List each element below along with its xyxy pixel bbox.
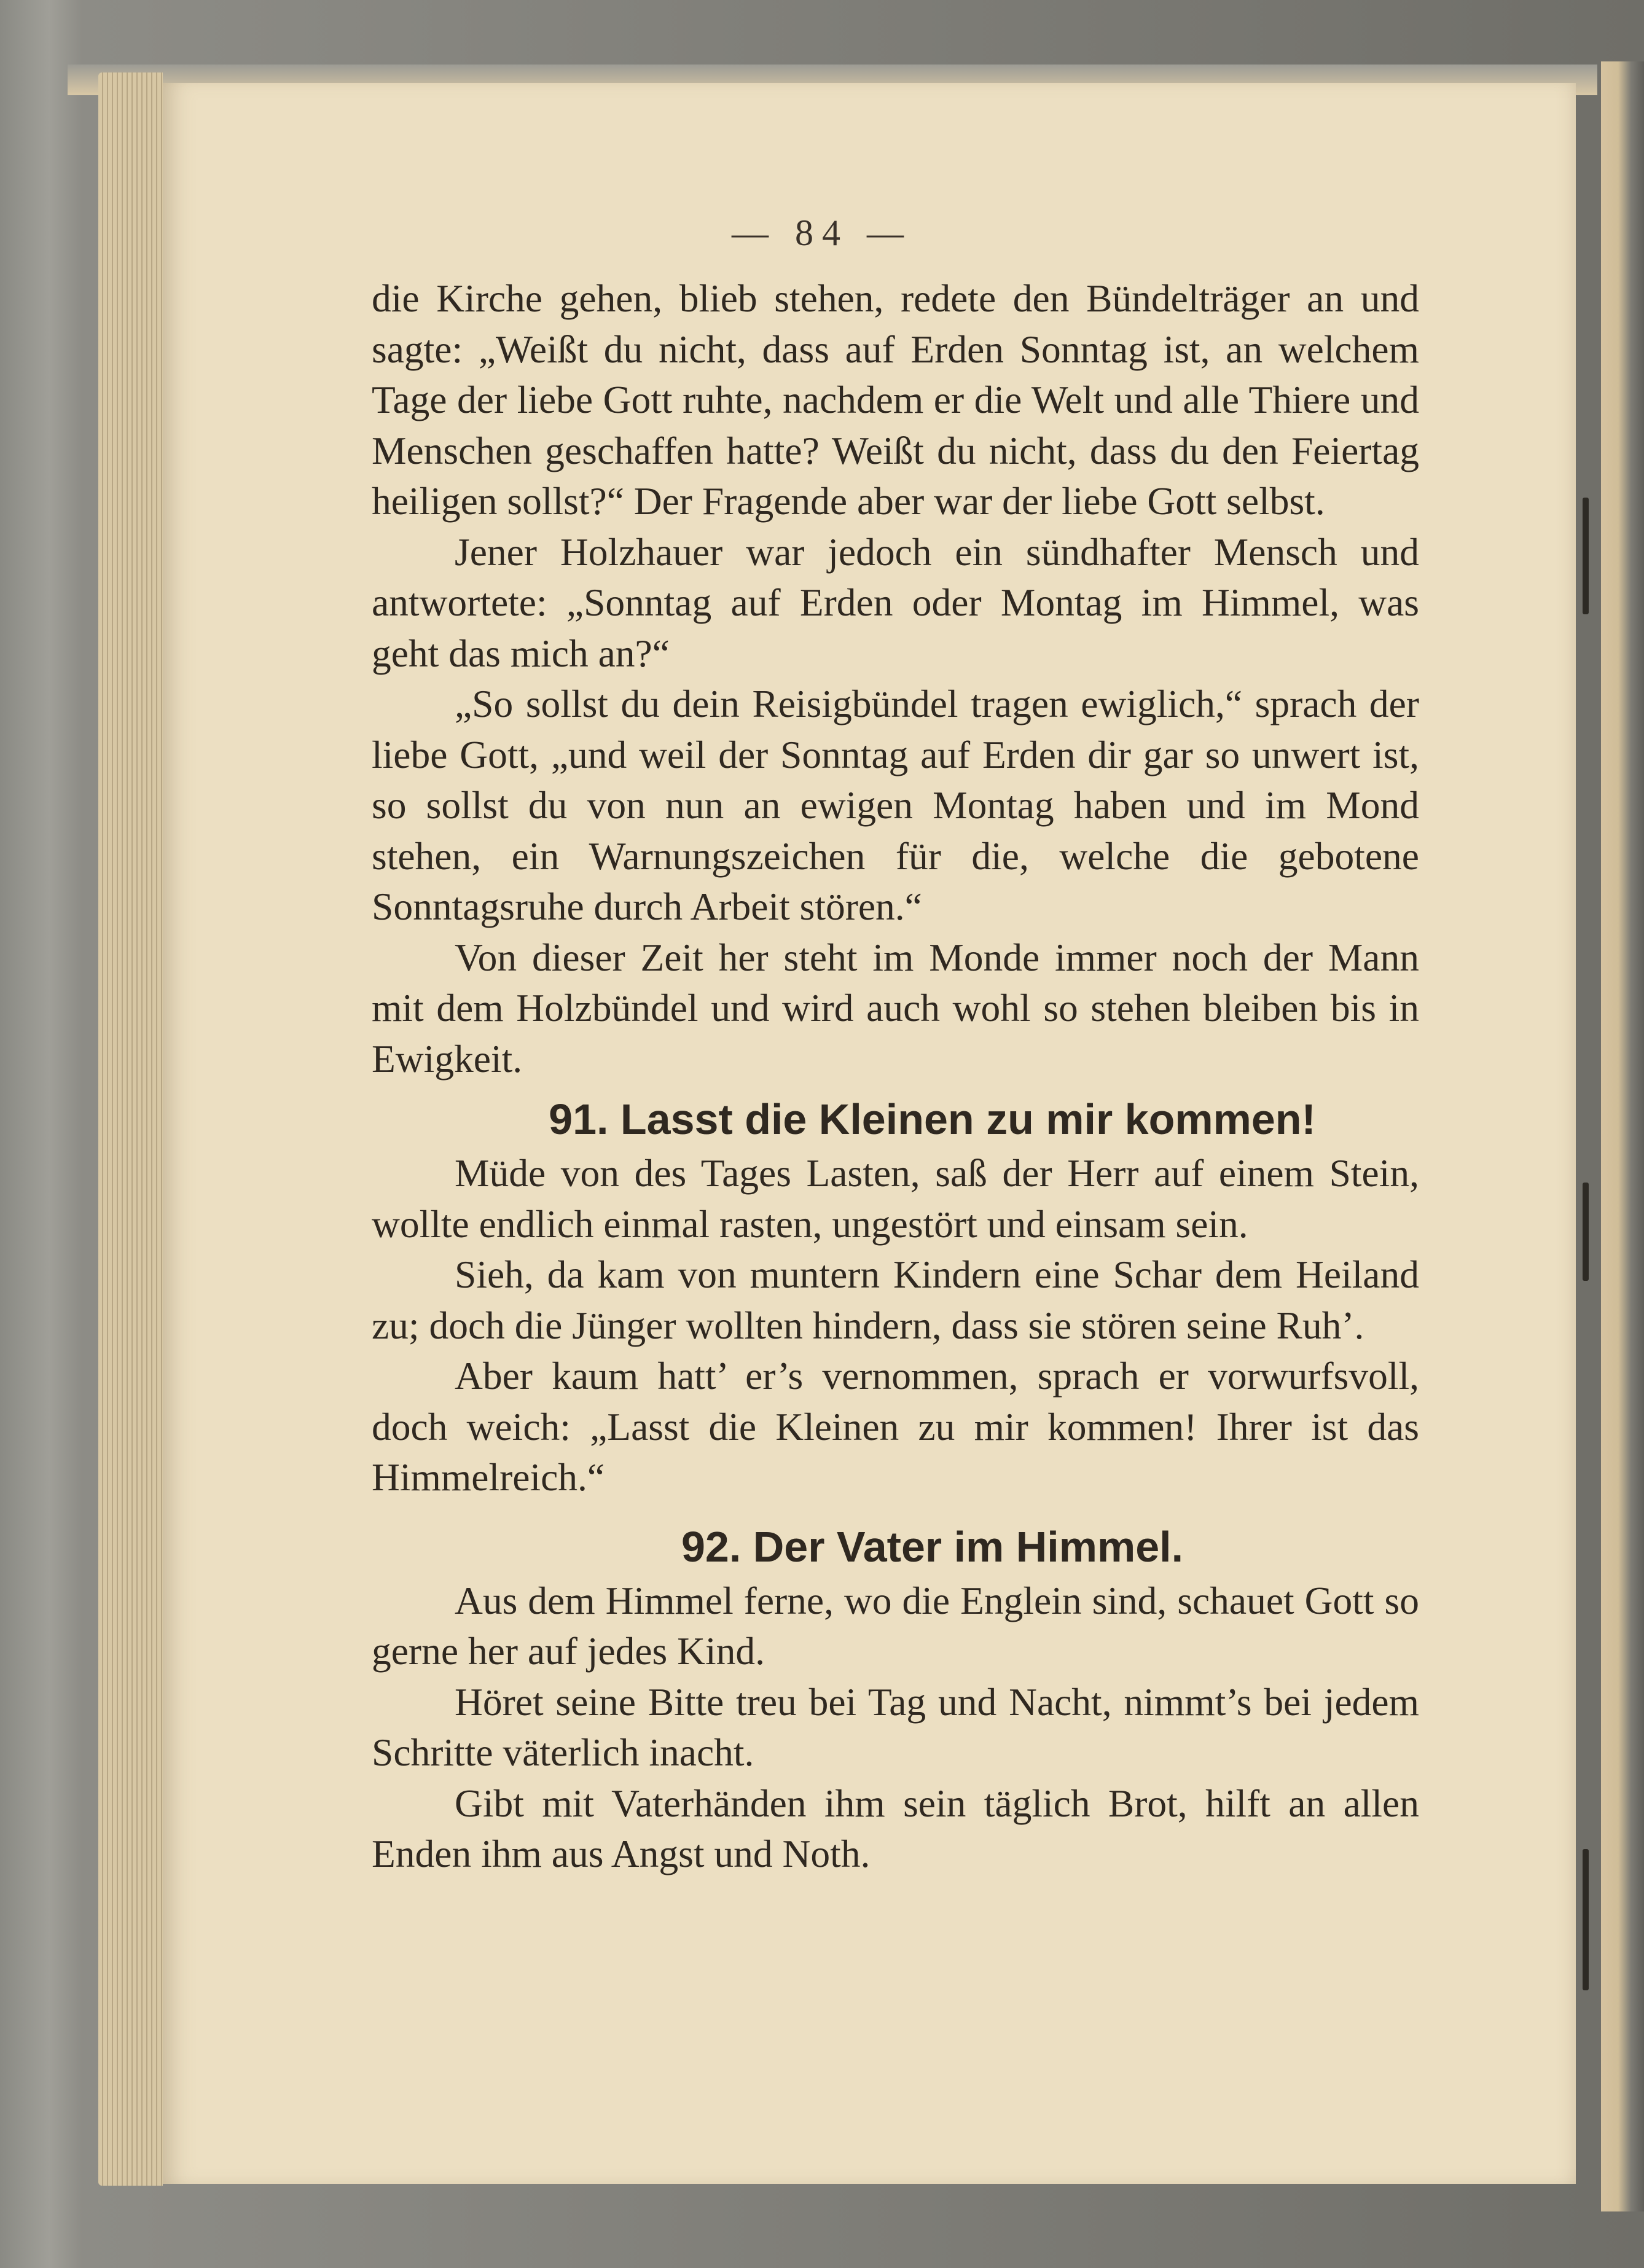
paragraph: die Kirche gehen, blieb stehen, redete den Bündelträger an und sagte: „Weißt du nicht, dass auf Erden Sonntag ist, an welchem Tage der liebe Gott ruhte, nachdem er die Welt und alle Thiere und Menschen geschaffen hatte? Weißt du nicht, dass du den Feiertag heiligen sollst?“ Der Fragende aber war der liebe Gott selbst. <box>372 276 1419 523</box>
paragraph: Aber kaum hatt’ er’s vernommen, sprach er vorwurfsvoll, doch weich: „Lasst die Kleinen zu mir kommen! Ihrer ist das Himmelreich.“ <box>372 1354 1419 1499</box>
paragraph: Von dieser Zeit her steht im Monde immer noch der Mann mit dem Holzbündel und wird auch wohl so stehen bleiben bis in Ewigkeit. <box>372 935 1419 1081</box>
section-heading-92: 92. Der Vater im Himmel. <box>681 1522 1184 1571</box>
paragraph: „So sollst du dein Reisigbündel tragen ewiglich,“ sprach der liebe Gott, „und weil der Sonntag auf Erden dir gar so unwert ist, so sollst du von nun an ewigen Montag haben und im Mond stehen, ein Warnungszeichen für die, welche die gebotene Sonntagsruhe durch Arbeit stören.“ <box>372 682 1419 928</box>
paragraph: Aus dem Himmel ferne, wo die Englein sind, schauet Gott so gerne her auf jedes Kind. <box>372 1578 1419 1673</box>
show-through-mark <box>1583 498 1589 614</box>
paragraph: Sieh, da kam von muntern Kindern eine Schar dem Heiland zu; doch die Jünger wollten hindern, dass sie stören seine Ruh’. <box>372 1253 1419 1347</box>
section-heading-91: 91. Lasst die Kleinen zu mir kommen! <box>549 1095 1316 1143</box>
book-cover-right-edge <box>1601 61 1644 2211</box>
show-through-mark <box>1583 1849 1589 1990</box>
page-number: — 84 — <box>732 213 912 253</box>
show-through-mark <box>1583 1183 1589 1281</box>
page-stack-edges <box>98 72 163 2186</box>
paragraph: Höret seine Bitte treu bei Tag und Nacht, nimmt’s bei jedem Schritte väterlich inacht. <box>372 1679 1419 1774</box>
page-text <box>372 273 1419 1880</box>
paragraph: Gibt mit Vaterhänden ihm sein täglich Brot, hilft an allen Enden ihm aus Angst und Noth. <box>372 1781 1419 1875</box>
paragraph: Jener Holzhauer war jedoch ein sündhafter Mensch und antwortete: „Sonntag auf Erden oder Montag im Himmel, was geht das mich an?“ <box>372 530 1419 675</box>
paragraph: Müde von des Tages Lasten, saß der Herr auf einem Stein, wollte endlich einmal rasten, ungestört und einsam sein. <box>372 1151 1419 1246</box>
